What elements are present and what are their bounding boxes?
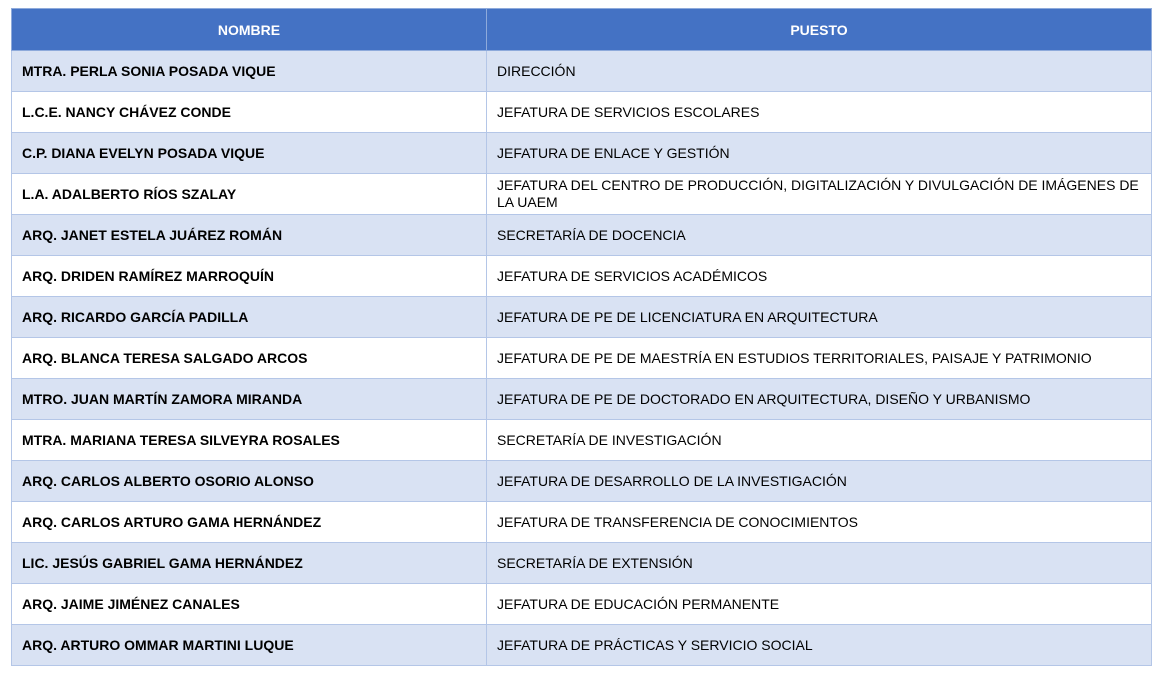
table-row	[12, 133, 1152, 174]
name-cell: ARQ. JAIME JIMÉNEZ CANALES	[12, 584, 487, 625]
staff-table-container	[11, 8, 1151, 666]
position-cell: JEFATURA DE DESARROLLO DE LA INVESTIGACIÓN	[487, 461, 1152, 502]
column-header-name: NOMBRE	[12, 9, 487, 51]
name-cell: ARQ. CARLOS ALBERTO OSORIO ALONSO	[12, 461, 487, 502]
position-cell: JEFATURA DEL CENTRO DE PRODUCCIÓN, DIGITALIZACIÓN Y DIVULGACIÓN DE IMÁGENES DE LA UAEM	[487, 174, 1152, 215]
table-row	[12, 174, 1152, 215]
table-row	[12, 420, 1152, 461]
position-cell: JEFATURA DE SERVICIOS ESCOLARES	[487, 92, 1152, 133]
name-cell: L.A. ADALBERTO RÍOS SZALAY	[12, 174, 487, 215]
table-row	[12, 297, 1152, 338]
table-row	[12, 51, 1152, 92]
name-cell: ARQ. CARLOS ARTURO GAMA HERNÁNDEZ	[12, 502, 487, 543]
column-header-position: PUESTO	[487, 9, 1152, 51]
position-cell: JEFATURA DE PE DE LICENCIATURA EN ARQUITECTURA	[487, 297, 1152, 338]
name-cell: ARQ. ARTURO OMMAR MARTINI LUQUE	[12, 625, 487, 666]
name-cell: ARQ. RICARDO GARCÍA PADILLA	[12, 297, 487, 338]
name-cell: L.C.E. NANCY CHÁVEZ CONDE	[12, 92, 487, 133]
table-row	[12, 215, 1152, 256]
table-row	[12, 256, 1152, 297]
name-cell: ARQ. JANET ESTELA JUÁREZ ROMÁN	[12, 215, 487, 256]
name-cell: MTRA. PERLA SONIA POSADA VIQUE	[12, 51, 487, 92]
position-cell: JEFATURA DE SERVICIOS ACADÉMICOS	[487, 256, 1152, 297]
table-body	[12, 51, 1152, 666]
position-cell: SECRETARÍA DE INVESTIGACIÓN	[487, 420, 1152, 461]
name-cell: ARQ. DRIDEN RAMÍREZ MARROQUÍN	[12, 256, 487, 297]
table-row	[12, 461, 1152, 502]
table-row	[12, 625, 1152, 666]
position-cell: JEFATURA DE PE DE MAESTRÍA EN ESTUDIOS TERRITORIALES, PAISAJE Y PATRIMONIO	[487, 338, 1152, 379]
name-cell: MTRA. MARIANA TERESA SILVEYRA ROSALES	[12, 420, 487, 461]
table-row	[12, 92, 1152, 133]
table-row	[12, 338, 1152, 379]
position-cell: DIRECCIÓN	[487, 51, 1152, 92]
name-cell: LIC. JESÚS GABRIEL GAMA HERNÁNDEZ	[12, 543, 487, 584]
staff-table	[11, 8, 1152, 666]
name-cell: ARQ. BLANCA TERESA SALGADO ARCOS	[12, 338, 487, 379]
table-row	[12, 502, 1152, 543]
table-row	[12, 584, 1152, 625]
position-cell: JEFATURA DE PRÁCTICAS Y SERVICIO SOCIAL	[487, 625, 1152, 666]
position-cell: JEFATURA DE PE DE DOCTORADO EN ARQUITECTURA, DISEÑO Y URBANISMO	[487, 379, 1152, 420]
header-row	[12, 9, 1152, 51]
table-row	[12, 543, 1152, 584]
table-row	[12, 379, 1152, 420]
position-cell: JEFATURA DE ENLACE Y GESTIÓN	[487, 133, 1152, 174]
position-cell: SECRETARÍA DE DOCENCIA	[487, 215, 1152, 256]
position-cell: JEFATURA DE EDUCACIÓN PERMANENTE	[487, 584, 1152, 625]
table-header	[12, 9, 1152, 51]
position-cell: JEFATURA DE TRANSFERENCIA DE CONOCIMIENTOS	[487, 502, 1152, 543]
name-cell: C.P. DIANA EVELYN POSADA VIQUE	[12, 133, 487, 174]
position-cell: SECRETARÍA DE EXTENSIÓN	[487, 543, 1152, 584]
name-cell: MTRO. JUAN MARTÍN ZAMORA MIRANDA	[12, 379, 487, 420]
